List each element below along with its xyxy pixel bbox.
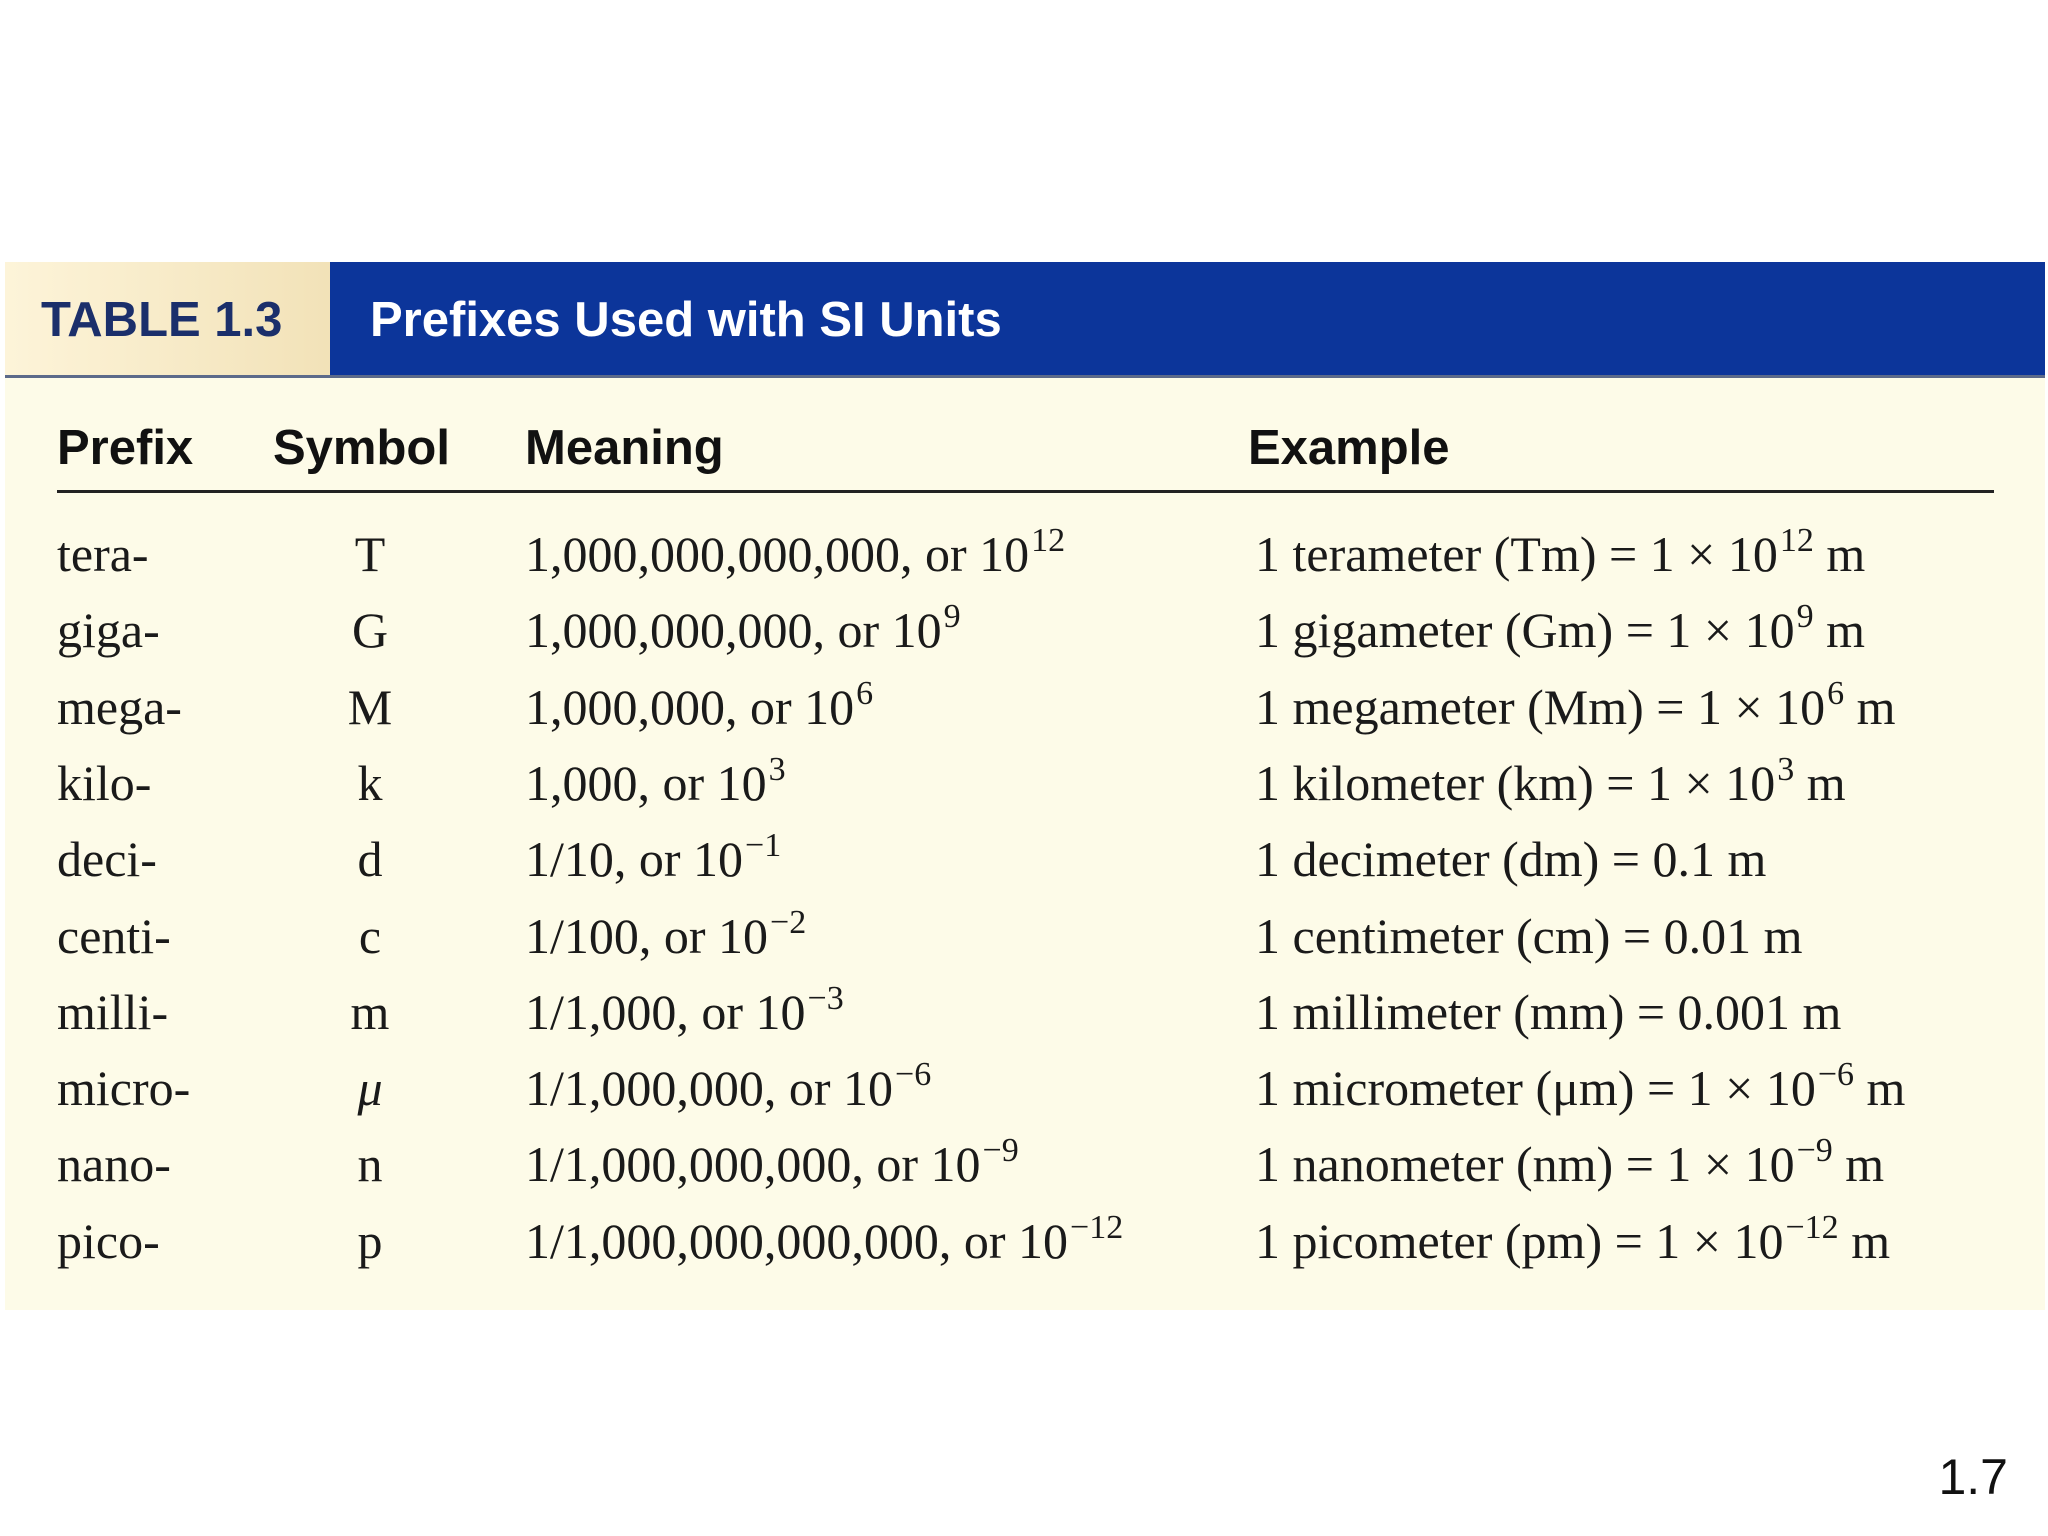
meaning-exponent: −12 [1070, 1208, 1124, 1246]
cell-example [1255, 1050, 1905, 1133]
example-text: 1 nanometer (nm) = 1 × 10 [1255, 1136, 1795, 1193]
header-symbol: Symbol [273, 421, 450, 475]
symbol-text: p [357, 1212, 383, 1269]
cell-example [1255, 974, 1841, 1050]
prefix-text: pico- [57, 1212, 160, 1269]
meaning-exponent: −1 [745, 827, 782, 865]
cell-symbol [340, 592, 400, 668]
cell-prefix [57, 1050, 190, 1126]
cell-example [1255, 898, 1802, 974]
meaning-text: 1/1,000,000,000, or 10 [525, 1136, 981, 1193]
symbol-text: T [354, 526, 386, 582]
example-text: 1 centimeter (cm) = 0.01 m [1255, 907, 1803, 964]
cell-meaning [525, 1203, 1123, 1286]
meaning-exponent: −3 [807, 979, 844, 1017]
example-exponent: 12 [1779, 522, 1814, 559]
cell-meaning [525, 898, 806, 981]
example-exponent: −9 [1796, 1132, 1833, 1170]
cell-prefix [57, 745, 151, 821]
table-title-label: Prefixes Used with SI Units [370, 293, 1002, 347]
example-exponent: 9 [1796, 598, 1814, 636]
cell-prefix [57, 592, 160, 668]
header-example: Example [1248, 421, 1450, 475]
cell-symbol [340, 1126, 400, 1202]
prefix-text: deci- [57, 831, 157, 888]
symbol-text: μ [357, 1060, 383, 1117]
meaning-exponent: 9 [943, 598, 961, 636]
example-exponent: −12 [1785, 1208, 1839, 1246]
cell-prefix [57, 821, 157, 897]
symbol-text: k [357, 754, 383, 811]
cell-prefix [57, 516, 149, 592]
prefix-text: centi- [57, 907, 171, 964]
symbol-text: G [351, 602, 389, 659]
table-row [5, 898, 2045, 974]
cell-symbol [340, 516, 400, 592]
header-meaning: Meaning [525, 421, 724, 475]
meaning-exponent: 3 [768, 750, 786, 788]
example-text: 1 picometer (pm) = 1 × 10 [1255, 1212, 1784, 1269]
table-row [5, 821, 2045, 897]
prefix-text: tera- [57, 526, 149, 582]
cell-example [1255, 821, 1766, 897]
meaning-text: 1,000, or 10 [525, 754, 767, 811]
example-unit: m [1854, 1060, 1906, 1117]
example-text: 1 decimeter (dm) = 0.1 m [1255, 831, 1767, 888]
cell-meaning [525, 745, 786, 828]
example-unit: m [1844, 678, 1896, 735]
cell-meaning [525, 516, 1065, 599]
example-exponent: −6 [1817, 1056, 1855, 1094]
cell-symbol [340, 821, 400, 897]
cell-prefix [57, 669, 182, 745]
example-exponent: 3 [1777, 750, 1795, 788]
prefix-text: kilo- [57, 754, 152, 811]
symbol-text: c [358, 907, 382, 964]
header-prefix: Prefix [57, 421, 194, 475]
table-row [5, 745, 2045, 821]
example-text: 1 megameter (Mm) = 1 × 10 [1255, 678, 1826, 735]
example-unit: m [1832, 1136, 1885, 1193]
example-text: 1 kilometer (km) = 1 × 10 [1255, 754, 1776, 811]
cell-symbol [340, 669, 400, 745]
meaning-exponent: −2 [770, 903, 807, 941]
cell-example [1255, 1203, 1890, 1286]
cell-meaning [525, 1050, 931, 1133]
meaning-exponent: −9 [982, 1132, 1019, 1170]
table-row [5, 1203, 2045, 1279]
page-number: 1.7 [1938, 1449, 2008, 1505]
example-unit: m [1813, 602, 1866, 659]
cell-prefix [57, 898, 171, 974]
table-title [330, 262, 2045, 378]
cell-symbol [340, 1050, 400, 1126]
example-text: 1 millimeter (mm) = 0.001 m [1255, 983, 1842, 1040]
si-prefix-table [5, 262, 2045, 1310]
meaning-text: 1/100, or 10 [525, 907, 769, 964]
table-tag-label: TABLE 1.3 [41, 293, 283, 347]
cell-prefix [57, 1203, 160, 1279]
meaning-text: 1,000,000,000, or 10 [525, 602, 942, 659]
symbol-text: m [350, 983, 390, 1040]
cell-meaning [525, 1126, 1019, 1209]
example-text: 1 gigameter (Gm) = 1 × 10 [1255, 602, 1795, 659]
prefix-text: micro- [57, 1060, 191, 1117]
table-title-bar [5, 262, 2045, 378]
cell-example [1255, 669, 1896, 752]
example-unit: m [1838, 1212, 1891, 1269]
meaning-exponent: 12 [1031, 522, 1066, 559]
table-row [5, 516, 2045, 592]
meaning-text: 1/1,000, or 10 [525, 983, 806, 1040]
meaning-exponent: 6 [856, 674, 874, 712]
prefix-text: giga- [57, 602, 160, 659]
cell-symbol [340, 745, 400, 821]
cell-example [1255, 1126, 1884, 1209]
cell-symbol [340, 898, 400, 974]
cell-symbol [340, 1203, 400, 1279]
example-exponent: 6 [1827, 674, 1845, 712]
meaning-text: 1/10, or 10 [525, 831, 744, 888]
example-text: 1 terameter (Tm) = 1 × 10 [1255, 526, 1778, 582]
table-row [5, 1050, 2045, 1126]
example-text: 1 micrometer (μm) = 1 × 10 [1255, 1060, 1816, 1117]
table-row [5, 592, 2045, 668]
example-unit: m [1813, 526, 1866, 582]
meaning-exponent: −6 [895, 1056, 932, 1094]
symbol-text: n [357, 1136, 383, 1193]
prefix-text: mega- [57, 678, 182, 735]
table-row [5, 974, 2045, 1050]
cell-example [1255, 592, 1865, 675]
example-unit: m [1794, 754, 1846, 811]
symbol-text: d [357, 831, 383, 888]
prefix-text: nano- [57, 1136, 171, 1193]
cell-meaning [525, 592, 961, 675]
cell-meaning [525, 669, 873, 752]
prefix-text: milli- [57, 983, 169, 1040]
meaning-text: 1/1,000,000, or 10 [525, 1060, 894, 1117]
cell-prefix [57, 1126, 171, 1202]
cell-symbol [340, 974, 400, 1050]
header-rule [57, 490, 1994, 493]
table-row [5, 1126, 2045, 1202]
symbol-text: M [347, 678, 393, 735]
table-row [5, 669, 2045, 745]
meaning-text: 1,000,000, or 10 [525, 678, 855, 735]
cell-example [1255, 745, 1846, 828]
cell-prefix [57, 974, 168, 1050]
meaning-text: 1,000,000,000,000, or 10 [525, 526, 1030, 582]
meaning-text: 1/1,000,000,000,000, or 10 [525, 1212, 1069, 1269]
cell-meaning [525, 821, 781, 904]
table-tag [5, 262, 330, 378]
cell-meaning [525, 974, 844, 1057]
cell-example [1255, 516, 1865, 599]
